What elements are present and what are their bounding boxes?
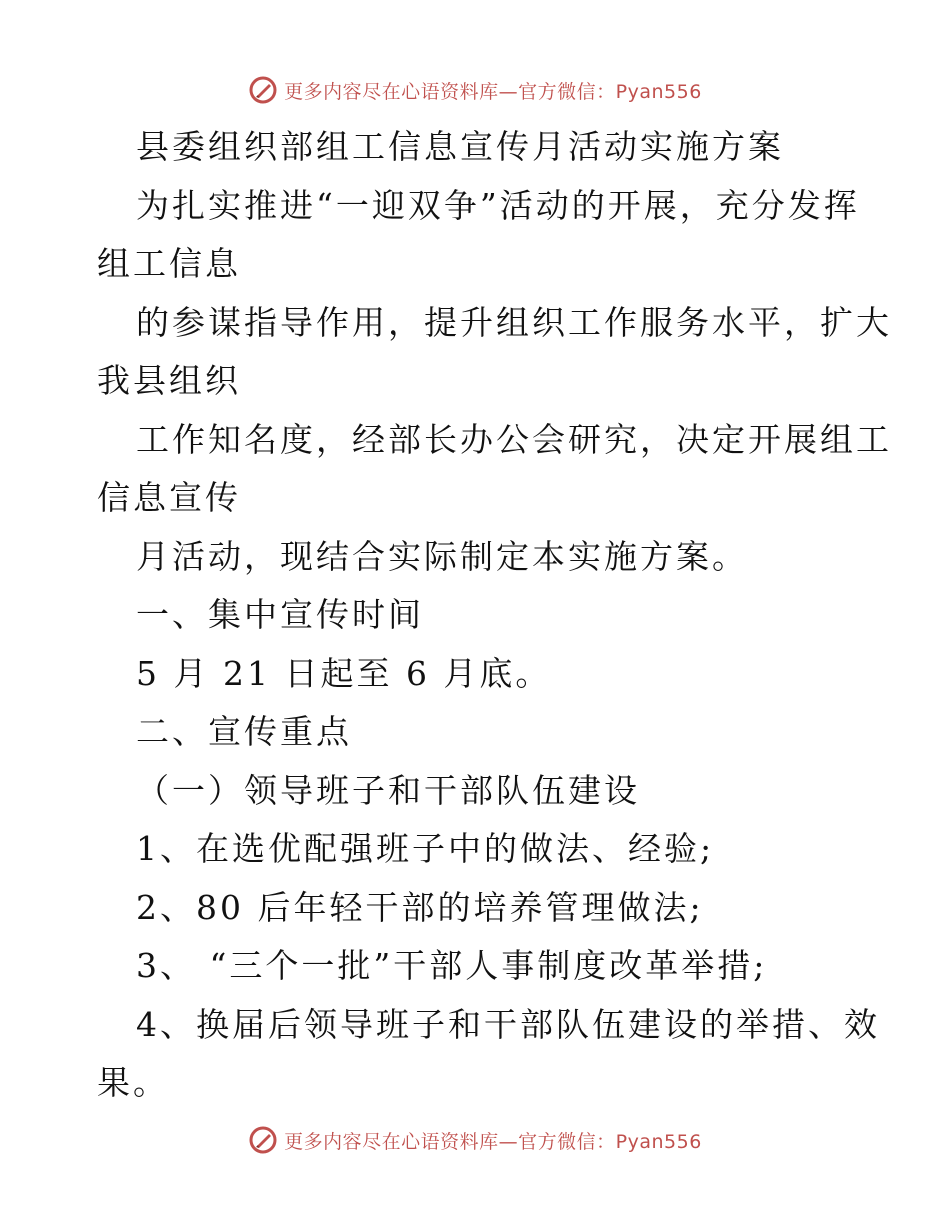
watermark-banner-bottom [0,1120,950,1160]
watermark-text: 更多内容尽在心语资料库—官方微信：Pyan556 [284,1130,702,1153]
section-heading: 一、集中宣传时间 [136,595,424,634]
document-title: 县委组织部组工信息宣传月活动实施方案 [136,127,784,166]
paragraph-line: 组工信息 [97,244,241,283]
list-item-continuation: 果。 [97,1063,169,1102]
paragraph-line: 信息宣传 [97,478,241,517]
subsection-heading: （一）领导班子和干部队伍建设 [136,771,640,810]
list-item: 2、80 后年轻干部的培养管理做法; [136,888,704,927]
paragraph-line: 的参谋指导作用，提升组织工作服务水平，扩大 [136,303,892,342]
paragraph-line: 5 月 21 日起至 6 月底。 [136,654,552,693]
watermark-banner-top [0,70,950,110]
paragraph-line: 我县组织 [97,361,241,400]
pen-logo-icon [248,1125,278,1155]
list-item: 3、 “三个一批”干部人事制度改革举措; [136,946,768,985]
list-item: 4、换届后领导班子和干部队伍建设的举措、效 [136,1005,880,1044]
watermark-text: 更多内容尽在心语资料库—官方微信：Pyan556 [284,80,702,103]
pen-logo-icon [248,75,278,105]
section-heading: 二、宣传重点 [136,712,352,751]
paragraph-line: 工作知名度，经部长办公会研究，决定开展组工 [136,420,892,459]
paragraph-line: 为扎实推进“一迎双争”活动的开展，充分发挥 [136,186,860,225]
list-item: 1、在选优配强班子中的做法、经验; [136,829,715,868]
paragraph-line: 月活动，现结合实际制定本实施方案。 [136,537,748,576]
